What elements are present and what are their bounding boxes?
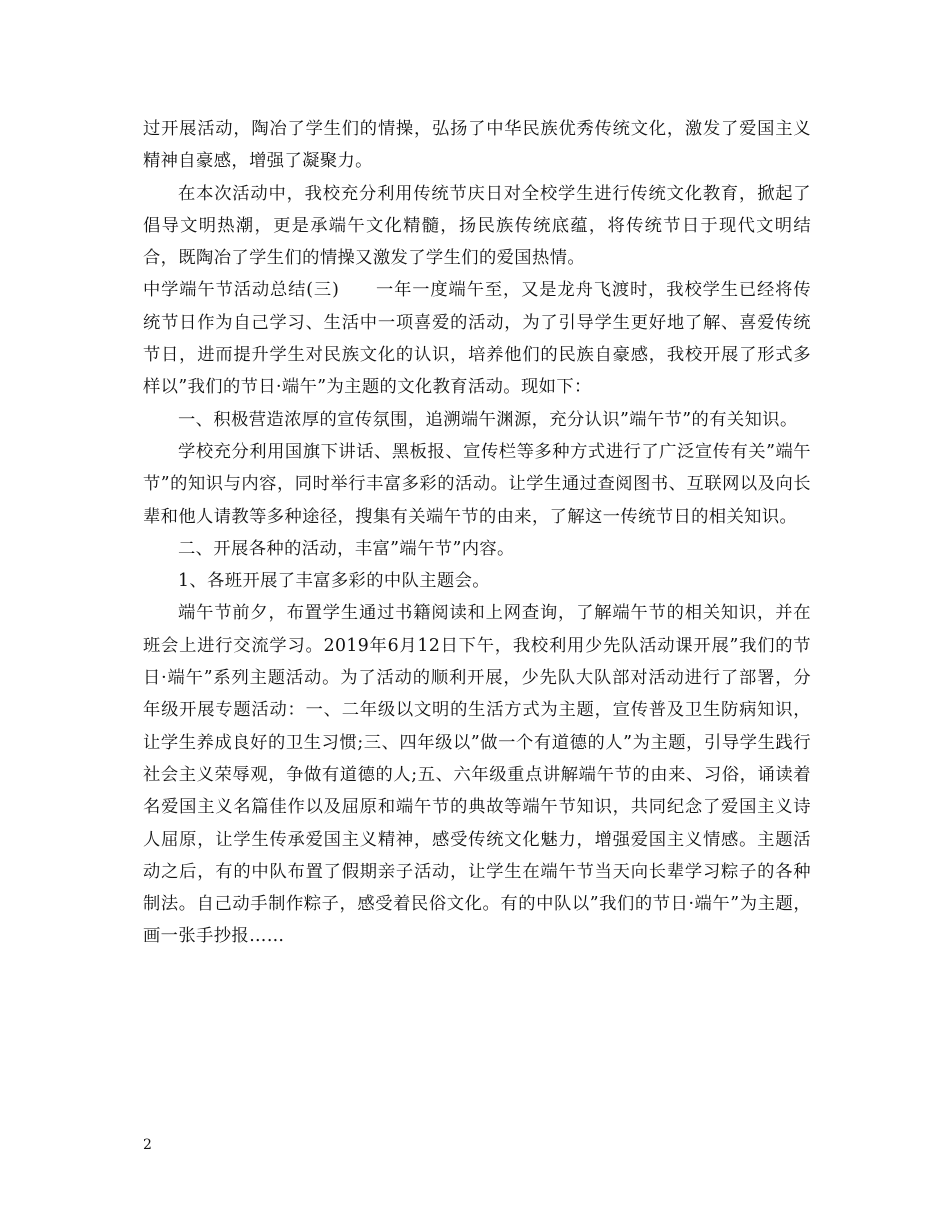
paragraph-4: 一、积极营造浓厚的宣传氛围，追溯端午渊源，充分认识”端午节”的有关知识。	[178, 409, 798, 430]
paragraph-2: 在本次活动中，我校充分利用传统节庆日对全校学生进行传统文化教育，掀起了倡导文明热潮，更是承端午文化精髓，扬民族传统底蕴，将传统节日于现代文明结合，既陶冶了学生们的情操又激发了学生们的爱国热情。	[143, 183, 811, 269]
paragraph-5: 学校充分利用国旗下讲话、黑板报、宣传栏等多种方式进行了广泛宣传有关”端午节”的知识与内容，同时举行丰富多彩的活动。让学生通过查阅图书、互联网以及向长辈和他人请教等多种途径，搜集有关端午节的由来，了解这一传统节日的相关知识。	[143, 441, 811, 527]
paragraph-6: 二、开展各种的活动，丰富”端午节”内容。	[178, 538, 515, 559]
page-number: 2	[143, 1137, 152, 1153]
document-body	[143, 113, 811, 953]
paragraph-7: 1、各班开展了丰富多彩的中队主题会。	[178, 571, 490, 592]
paragraph-8: 端午节前夕，布置学生通过书籍阅读和上网查询，了解端午节的相关知识，并在班会上进行交流学习。2019年6月12日下午，我校利用少先队活动课开展”我们的节日·端午”系列主题活动。为了活动的顺利开展，少先队大队部对活动进行了部署，分年级开展专题活动：一、二年级以文明的生活方式为主题，宣传普及卫生防病知识，让学生养成良好的卫生习惯;三、四年级以”做一个有道德的人”为主题，引导学生践行社会主义荣辱观，争做有道德的人;五、六年级重点讲解端午节的由来、习俗，诵读着名爱国主义名篇佳作以及屈原和端午节的典故等端午节知识，共同纪念了爱国主义诗人屈原，让学生传承爱国主义精神，感受传统文化魅力，增强爱国主义情感。主题活动之后，有的中队布置了假期亲子活动，让学生在端午节当天向长辈学习粽子的各种制法。自己动手制作粽子，感受着民俗文化。有的中队以”我们的节日·端午”为主题，画一张手抄报……	[143, 603, 811, 947]
paragraph-1: 过开展活动，陶冶了学生们的情操，弘扬了中华民族优秀传统文化，激发了爱国主义精神自豪感，增强了凝聚力。	[143, 119, 811, 172]
section-heading-paragraph: 中学端午节活动总结(三) 一年一度端午至，又是龙舟飞渡时，我校学生已经将传统节日作为自己学习、生活中一项喜爱的活动，为了引导学生更好地了解、喜爱传统节日，进而提升学生对民族文化的认识，培养他们的民族自豪感，我校开展了形式多样以”我们的节日·端午”为主题的文化教育活动。现如下：	[143, 280, 811, 398]
